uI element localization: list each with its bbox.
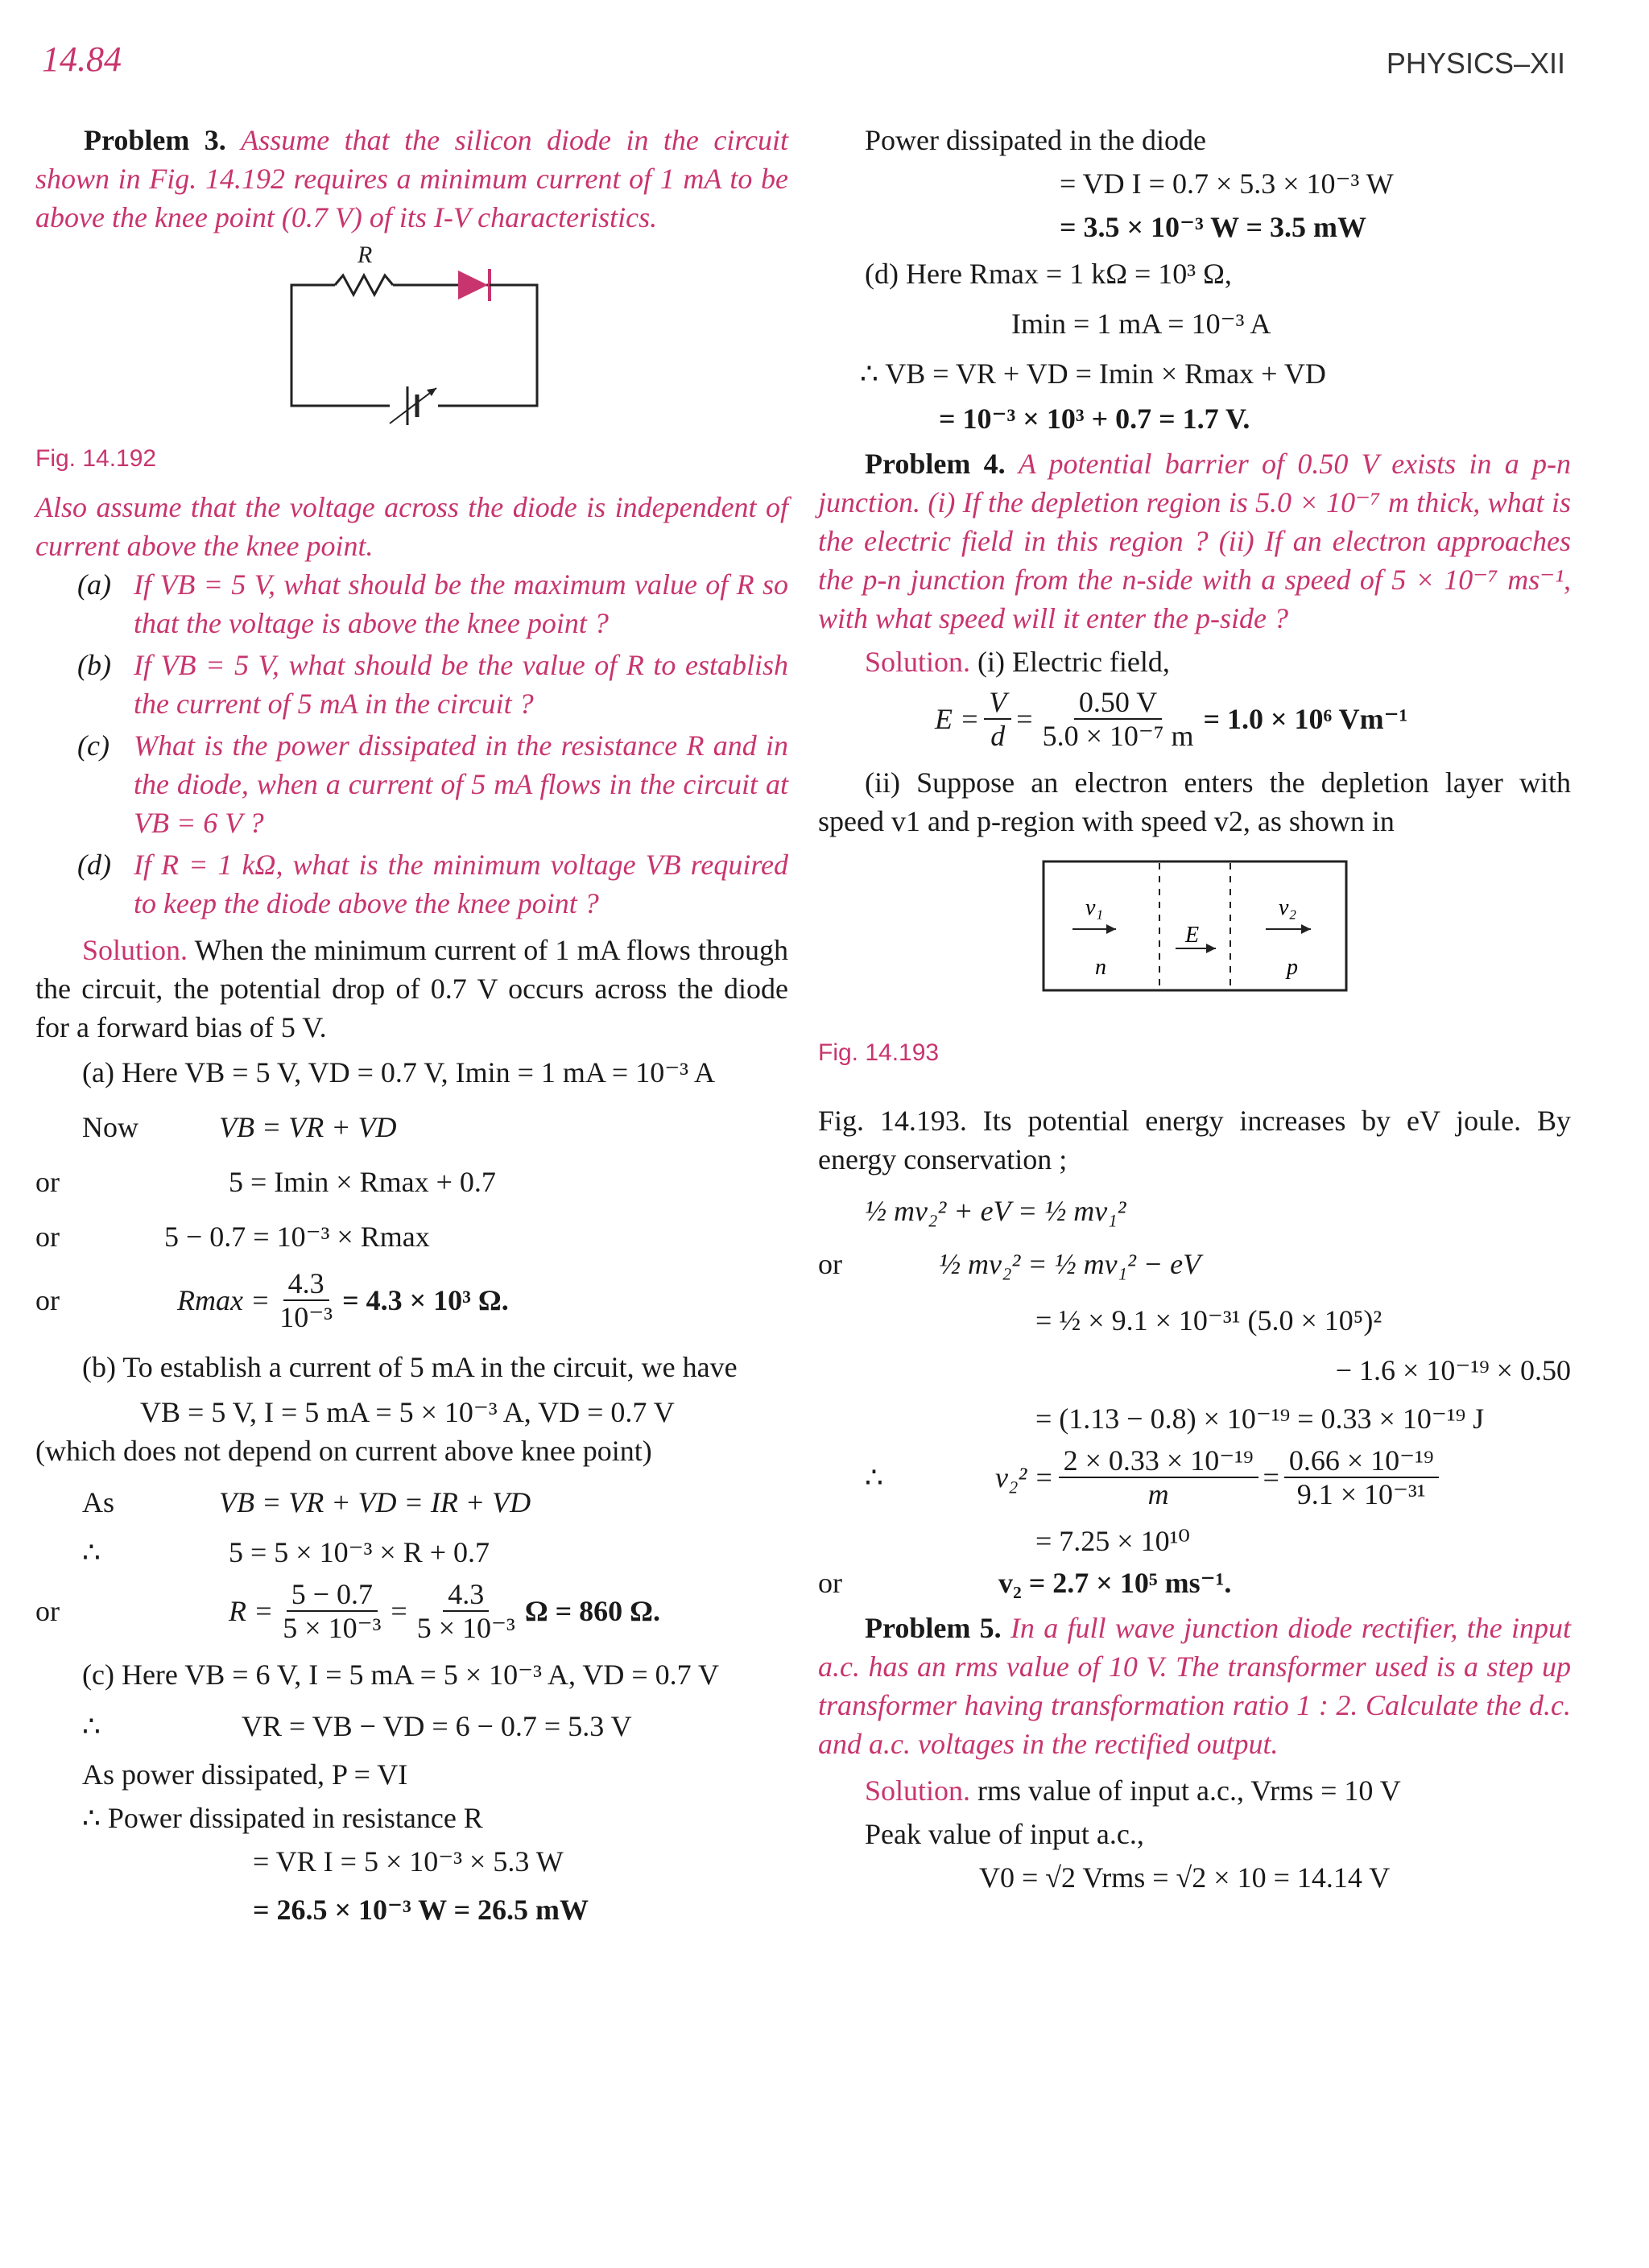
solution3-c-eq5: = 3.5 × 10⁻³ W = 3.5 mW <box>1060 211 1367 243</box>
field-equation: E = $\frac{V}{d}$ = $\frac{0.50 V}{\text{5.0 × 10⁻⁷ m}}$ = 1.0 × 10⁶ Vm⁻¹ <box>935 686 1408 752</box>
solution3-a-given: (a) Here VB = 5 V, VD = 0.7 V, Imin = 1 mA = 10⁻³ A <box>82 1056 716 1089</box>
solution4-eq7: = 7.25 × 10¹⁰ <box>1035 1525 1190 1557</box>
solution4-after-fig: Fig. 14.193. Its potential energy increases by eV joule. By energy conservation ; <box>818 1105 1571 1175</box>
n-region-label: n <box>1095 955 1106 980</box>
solution3-c-power: As power dissipated, P = VI <box>82 1758 408 1791</box>
problem3-statement: Problem 3. Assume that the silicon diode in the circuit shown in Fig. 14.192 requires a minimum current of 1 mA to be above the knee point (0.7 V) of its I-V characteristics. <box>35 124 788 233</box>
solution3-b-intro: (b) To establish a current of 5 mA in the circuit, we have <box>82 1351 738 1383</box>
solution3-c-eq4: = VD I = 0.7 × 5.3 × 10⁻³ W <box>1060 167 1394 200</box>
equation-row: or 5 − 0.7 = 10⁻³ × Rmax <box>35 1221 430 1253</box>
solution3-b-note: (which does not depend on current above knee point) <box>35 1435 652 1467</box>
solution4-eq1: ½ mv₂² + eV = ½ mv₁² <box>865 1195 1126 1227</box>
solution3-c-eq2: = VR I = 5 × 10⁻³ × 5.3 W <box>253 1845 564 1878</box>
fig-14-193-label: Fig. 14.193 <box>818 1039 940 1066</box>
solution4-eq3: = ½ × 9.1 × 10⁻³¹ (5.0 × 10⁵)² <box>1035 1304 1382 1336</box>
equation-row: ∴ 5 = 5 × 10⁻³ × R + 0.7 <box>82 1536 490 1568</box>
running-head: PHYSICS–XII <box>1386 47 1565 80</box>
solution3-c-power-d: Power dissipated in the diode <box>865 124 1206 156</box>
solution5-peak: Peak value of input a.c., <box>865 1818 1144 1850</box>
problem3-part-b: (b) If VB = 5 V, what should be the value of R to establish the current of 5 mA in the circuit ? <box>77 649 788 720</box>
solution4-i: Solution. (i) Electric field, <box>865 646 1170 678</box>
solution3-d-imin: Imin = 1 mA = 10⁻³ A <box>1011 308 1271 340</box>
fig-14-192-label: Fig. 14.192 <box>35 445 157 472</box>
equation-row: or 5 = Imin × Rmax + 0.7 <box>35 1166 496 1198</box>
equation-row: ∴ VR = VB − VD = 6 − 0.7 = 5.3 V <box>82 1710 632 1742</box>
equation-row: or v₂ = 2.7 × 10⁵ ms⁻¹. <box>818 1567 1232 1599</box>
equation-row: Now VB = VR + VD <box>82 1111 397 1143</box>
fraction: $\frac{5 - 0.7}{\text{5 × 10⁻³}}$ <box>283 1578 382 1644</box>
fraction: $\frac{4.3}{\text{5 × 10⁻³}}$ <box>416 1578 515 1644</box>
equation-row: As VB = VR + VD = IR + VD <box>82 1486 531 1518</box>
solution3-b-given: VB = 5 V, I = 5 mA = 5 × 10⁻³ A, VD = 0.7 V <box>140 1396 675 1428</box>
fraction: $\frac{4.3}{\text{10⁻³}}$ <box>279 1267 333 1333</box>
solution3-intro: Solution. When the minimum current of 1 mA flows through the circuit, the potential drop of 0.7 V occurs across the diode for a forward bias of 5 V. <box>35 934 788 1043</box>
fraction: $\frac{\text{0.66 × 10⁻¹⁹}}{\text{9.1 × 10⁻³¹}}$ <box>1284 1444 1439 1510</box>
problem5-statement: Problem 5. In a full wave junction diode rectifier, the input a.c. has an rms value of 10 V. The transformer used is a step up transformer having transformation ratio 1 : 2. Calculate the d.c. and a.c. voltages in the rectified output. <box>818 1612 1571 1760</box>
equation-row: or R = $\frac{5 - 0.7}{\text{5 × 10⁻³}}$ = $\frac{4.3}{\text{5 × 10⁻³}}$ Ω = 860 Ω. <box>35 1578 660 1644</box>
fraction: $\frac{V}{d}$ <box>984 686 1011 752</box>
problem3-part-a: (a) If VB = 5 V, what should be the maximum value of R so that the voltage is above the knee point ? <box>77 568 788 639</box>
solution3-c-power-r: ∴ Power dissipated in resistance R <box>82 1802 483 1834</box>
solution4-eq4: − 1.6 × 10⁻¹⁹ × 0.50 <box>1335 1354 1571 1386</box>
field-label: E <box>1185 923 1200 948</box>
depletion-diagram <box>818 853 1571 998</box>
solution5-v0: V0 = √2 Vrms = √2 × 10 = 14.14 V <box>979 1861 1391 1894</box>
p-region-label: p <box>1287 955 1298 980</box>
problem3-part-d: (d) If R = 1 kΩ, what is the minimum voltage VB required to keep the diode above the knee point ? <box>77 849 788 919</box>
solution4-eq5: = (1.13 − 0.8) × 10⁻¹⁹ = 0.33 × 10⁻¹⁹ J <box>1035 1403 1485 1435</box>
solution3-c-eq3: = 26.5 × 10⁻³ W = 26.5 mW <box>253 1894 589 1926</box>
solution3-c-given: (c) Here VB = 6 V, I = 5 mA = 5 × 10⁻³ A, VD = 0.7 V <box>82 1659 719 1691</box>
solution4-ii: (ii) Suppose an electron enters the depletion layer with speed v1 and p-region with speed v2, as shown in <box>818 766 1571 837</box>
right-column <box>818 121 1571 1897</box>
page-number: 14.84 <box>42 39 122 79</box>
problem4-statement: Problem 4. A potential barrier of 0.50 V exists in a p-n junction. (i) If the depletion region is 5.0 × 10⁻⁷ m thick, what is the electric field in this region ? (ii) If an electron approaches the p-n junction from the n-side with a speed of 5 × 10⁻⁷ ms⁻¹, with what speed will it enter the p-side ? <box>818 448 1572 634</box>
problem3-part-c: (c) What is the power dissipated in the resistance R and in the diode, when a current of 5 mA flows in the circuit at VB = 6 V ? <box>77 729 788 839</box>
solution3-d-here: (d) Here Rmax = 1 kΩ = 10³ Ω, <box>865 258 1232 290</box>
problem3-assumption: Also assume that the voltage across the diode is independent of current above the knee point. <box>35 491 788 562</box>
equation-row: or ½ mv₂² = ½ mv₁² − eV <box>818 1248 1201 1280</box>
solution3-d-eq1: ∴ VB = VR + VD = Imin × Rmax + VD <box>860 357 1326 390</box>
equation-row: or Rmax = $\frac{4.3}{\text{10⁻³}}$ = 4.3 × 10³ Ω. <box>35 1267 509 1333</box>
left-column <box>35 121 788 1929</box>
v1-label: v₁ <box>1085 895 1104 920</box>
resistor-label: R <box>357 245 373 268</box>
solution3-d-eq2: = 10⁻³ × 10³ + 0.7 = 1.7 V. <box>939 403 1250 435</box>
v2-label: v₂ <box>1279 895 1297 920</box>
diode-symbol <box>458 271 488 300</box>
problem3-label: Problem 3. <box>84 124 226 156</box>
circuit-diagram <box>35 245 788 430</box>
fraction: $\frac{\text{2 × 0.33 × 10⁻¹⁹}}{m}$ <box>1059 1444 1258 1510</box>
solution5-rms: Solution. rms value of input a.c., Vrms = 10 V <box>865 1774 1401 1807</box>
equation-row: ∴ v₂² = $\frac{\text{2 × 0.33 × 10⁻¹⁹}}{m}$ = $\frac{\text{0.66 × 10⁻¹⁹}}{\text{9.1 × 10⁻³¹}}$ <box>818 1444 1571 1510</box>
fraction: $\frac{0.50 V}{\text{5.0 × 10⁻⁷ m}}$ <box>1042 686 1194 752</box>
